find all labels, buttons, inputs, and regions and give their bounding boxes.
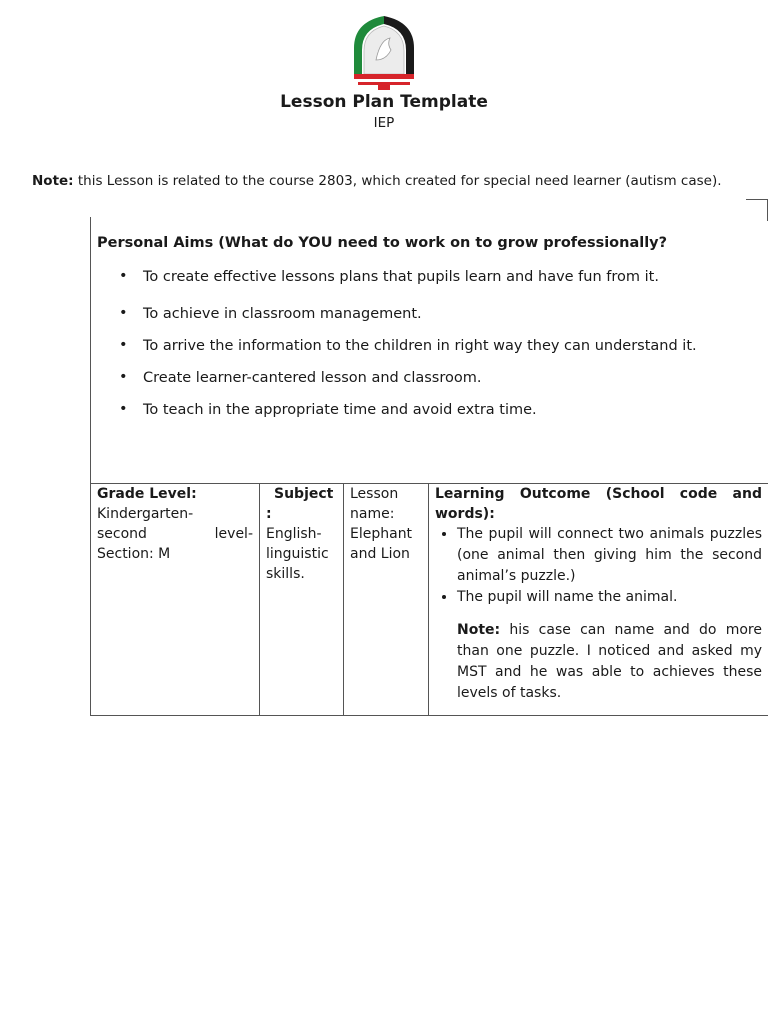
bullet-icon: • [119,337,128,353]
bullet-icon: • [119,401,128,417]
learning-outcome-cell [429,484,768,716]
learning-outcome-item: • The pupil will name the animal. [457,587,762,608]
logo-red-band-bottom [358,82,410,85]
lesson-name-label: Lesson name: [350,486,399,522]
learning-outcome-list [435,524,762,608]
course-note [32,173,722,189]
aim-item [119,370,481,386]
subject-label: Subject [274,486,334,502]
lesson-name-value: Elephant and Lion [350,526,413,562]
lesson-plan-table [90,483,768,716]
course-note-text: this Lesson is related to the course 2803, which created for special need learner (autism case). [73,173,722,189]
grade-level-label: Grade Level: [97,486,197,502]
page-title: Lesson Plan Template [280,92,488,112]
table-row [91,484,768,716]
course-note-label: Note: [32,173,74,189]
learning-outcome-item: • The pupil will connect two animals puzzles (one animal then giving him the second animal’s puzzle.) [457,524,762,587]
section-value: Section: M [97,546,171,562]
page-subtitle: IEP [373,115,395,131]
bullet-icon: • [119,268,128,284]
aim-item [119,269,659,285]
learning-outcome-note-label: Note: [457,622,501,638]
aim-item-text: Create learner-cantered lesson and classroom. [143,370,482,386]
logo-red-band-top [354,74,414,79]
learning-outcome-note-text: his case can name and do more than one puzzle. I noticed and asked my MST and he was able to achieves these levels of tasks. [457,622,762,701]
school-logo [350,14,418,92]
aim-item [119,306,422,322]
aim-item [119,402,537,418]
aim-item [119,338,697,354]
subject-value: English-linguistic skills. [266,526,329,582]
bullet-icon: • [119,305,128,321]
subject-cell [260,484,344,716]
aim-item-text: To teach in the appropriate time and avoid extra time. [143,402,537,418]
aim-item-text: To create effective lessons plans that pupils learn and have fun from it. [143,269,659,285]
aim-item-text: To achieve in classroom management. [143,306,422,322]
bullet-icon: • [119,369,128,385]
learning-outcome-note [457,620,762,704]
lesson-name-cell [344,484,429,716]
grade-level-cell [91,484,260,716]
learning-outcome-heading: Learning Outcome (School code and words): [435,486,762,522]
aim-item-text: To arrive the information to the children in right way they can understand it. [143,338,697,354]
subject-colon: : [266,506,272,522]
logo-book [378,85,390,90]
personal-aims-heading: Personal Aims (What do YOU need to work on to grow professionally? [97,235,668,251]
grade-level-line1: Kindergarten- [97,506,194,522]
grade-level-line2a: second [97,526,147,542]
grade-level-line2b: level- [214,526,253,542]
personal-aims-section [90,217,768,483]
